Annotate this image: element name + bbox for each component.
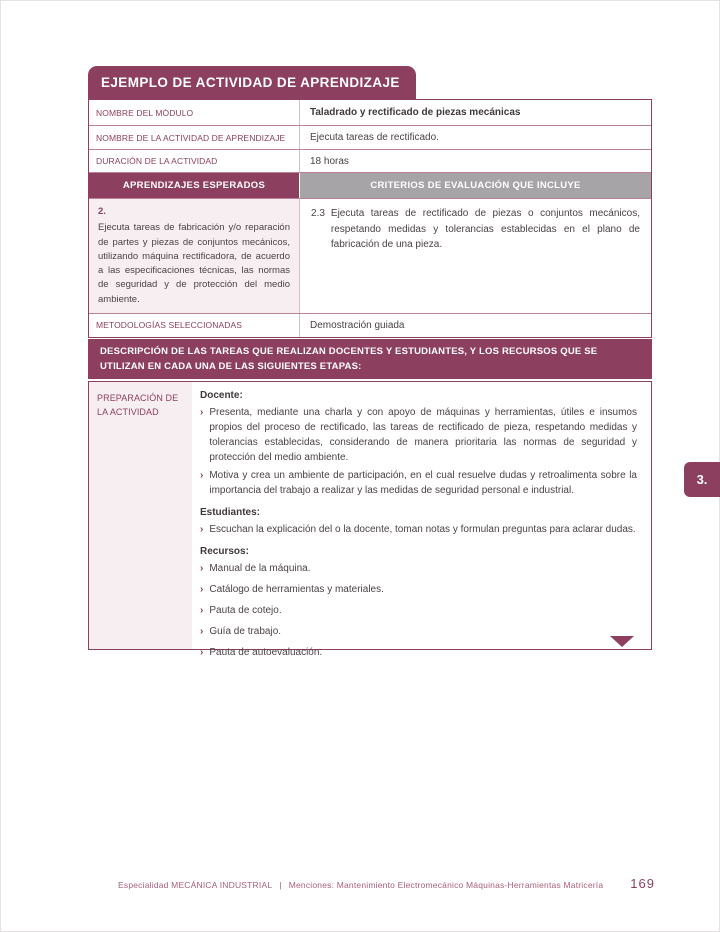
row-value-module: Taladrado y rectificado de piezas mecánicas <box>310 107 521 118</box>
bullet-arrow-icon: › <box>200 524 204 535</box>
row-value-activity-name: Ejecuta tareas de rectificado. <box>310 132 439 143</box>
chapter-tab-label: 3. <box>696 472 708 487</box>
column-header-expected-learnings: APRENDIZAJES ESPERADOS <box>89 173 300 198</box>
bullet-arrow-icon: › <box>200 626 204 637</box>
preparation-stage-label: PREPARACIÓN DE LA ACTIVIDAD <box>89 382 192 649</box>
list-item <box>200 522 637 537</box>
resource-item-text: Manual de la máquina. <box>209 563 311 574</box>
preparation-content <box>192 382 651 658</box>
continuation-arrow-icon <box>610 636 634 647</box>
evaluation-criteria-cell <box>300 199 651 313</box>
resource-item-text: Guía de trabajo. <box>209 626 282 637</box>
resource-list <box>200 561 637 660</box>
students-item-text: Escuchan la explicación del o la docente, toman notas y formulan preguntas para aclarar dudas. <box>209 524 636 535</box>
preparation-block <box>88 381 652 658</box>
resource-item-text: Catálogo de herramientas y materiales. <box>209 584 384 595</box>
column-header-evaluation-criteria: CRITERIOS DE EVALUACIÓN QUE INCLUYE <box>300 173 651 198</box>
list-item <box>200 405 637 465</box>
row-label-duration: DURACIÓN DE LA ACTIVIDAD <box>89 150 300 172</box>
row-value-duration: 18 horas <box>310 155 349 167</box>
section-heading-students: Estudiantes: <box>200 507 261 518</box>
teacher-item-text: Motiva y crea un ambiente de participación, en el cual resuelve dudas y retroalimenta sobre la importancia del trabajo a realizar y las medidas de seguridad personal e industrial. <box>209 470 637 496</box>
description-band <box>88 339 652 379</box>
list-item <box>200 603 637 618</box>
learning-number: 2. <box>98 206 106 217</box>
row-label-module: NOMBRE DEL MÓDULO <box>89 100 300 125</box>
list-item <box>200 624 637 639</box>
learning-text: Ejecuta tareas de fabricación y/o reparación de partes y piezas de conjuntos mecánicos, utilizando máquina rectificadora, de acuerdo a las especificaciones técnicas, las normas de seguridad y de protección del medio ambiente. <box>98 222 290 305</box>
teacher-item-text: Presenta, mediante una charla y con apoyo de máquinas y herramientas, útiles e insumos propios del proceso de rectificado, las tareas de rectificado de pieza, respetando medidas y tolerancias establecidas, considerando de manera prioritaria las normas de seguridad y protección del medio ambiente. <box>209 407 637 463</box>
table-row <box>89 314 651 337</box>
list-item <box>200 468 637 498</box>
description-band-text: DESCRIPCIÓN DE LAS TAREAS QUE REALIZAN DOCENTES Y ESTUDIANTES, Y LOS RECURSOS QUE SE UTILIZAN EN CADA UNA DE LAS SIGUIENTES ETAPAS: <box>100 346 598 373</box>
footer-mentions: Menciones: Mantenimiento Electromecánico Máquinas-Herramientas Matricería <box>288 880 604 890</box>
bullet-arrow-icon: › <box>200 563 204 574</box>
table-row <box>89 150 651 173</box>
list-item <box>200 582 637 597</box>
list-item <box>200 561 637 576</box>
row-value-methodologies: Demostración guiada <box>310 319 405 331</box>
bullet-arrow-icon: › <box>200 647 204 658</box>
criteria-text: Ejecuta tareas de rectificado de piezas o conjuntos mecánicos, respetando medidas y tolerancias establecidas en el plano de fabricación de una pieza. <box>330 208 640 250</box>
table-header-row <box>89 173 651 199</box>
bullet-arrow-icon: › <box>200 605 204 616</box>
page-title <box>88 66 416 99</box>
footer-specialty: Especialidad MECÁNICA INDUSTRIAL <box>118 880 273 890</box>
section-heading-teacher: Docente: <box>200 390 243 401</box>
page-title-label: EJEMPLO DE ACTIVIDAD DE APRENDIZAJE <box>101 75 400 90</box>
chapter-tab <box>684 462 720 497</box>
bullet-arrow-icon: › <box>200 407 204 418</box>
bullet-arrow-icon: › <box>200 470 204 481</box>
resource-item-text: Pauta de cotejo. <box>209 605 282 616</box>
table-row <box>89 126 651 150</box>
table-row <box>89 100 651 126</box>
footer-separator: | <box>279 880 282 890</box>
activity-info-table <box>88 99 652 338</box>
page-footer <box>118 876 655 891</box>
row-label-activity-name: NOMBRE DE LA ACTIVIDAD DE APRENDIZAJE <box>89 126 300 149</box>
table-content-row <box>89 199 651 314</box>
page-number: 169 <box>630 876 655 891</box>
bullet-arrow-icon: › <box>200 584 204 595</box>
row-label-methodologies: METODOLOGÍAS SELECCIONADAS <box>89 314 300 337</box>
resource-item-text: Pauta de autoevaluación. <box>209 647 323 658</box>
list-item <box>200 645 637 660</box>
section-heading-resources: Recursos: <box>200 546 249 557</box>
expected-learning-cell <box>89 199 300 313</box>
criteria-number: 2.3 <box>311 208 325 219</box>
